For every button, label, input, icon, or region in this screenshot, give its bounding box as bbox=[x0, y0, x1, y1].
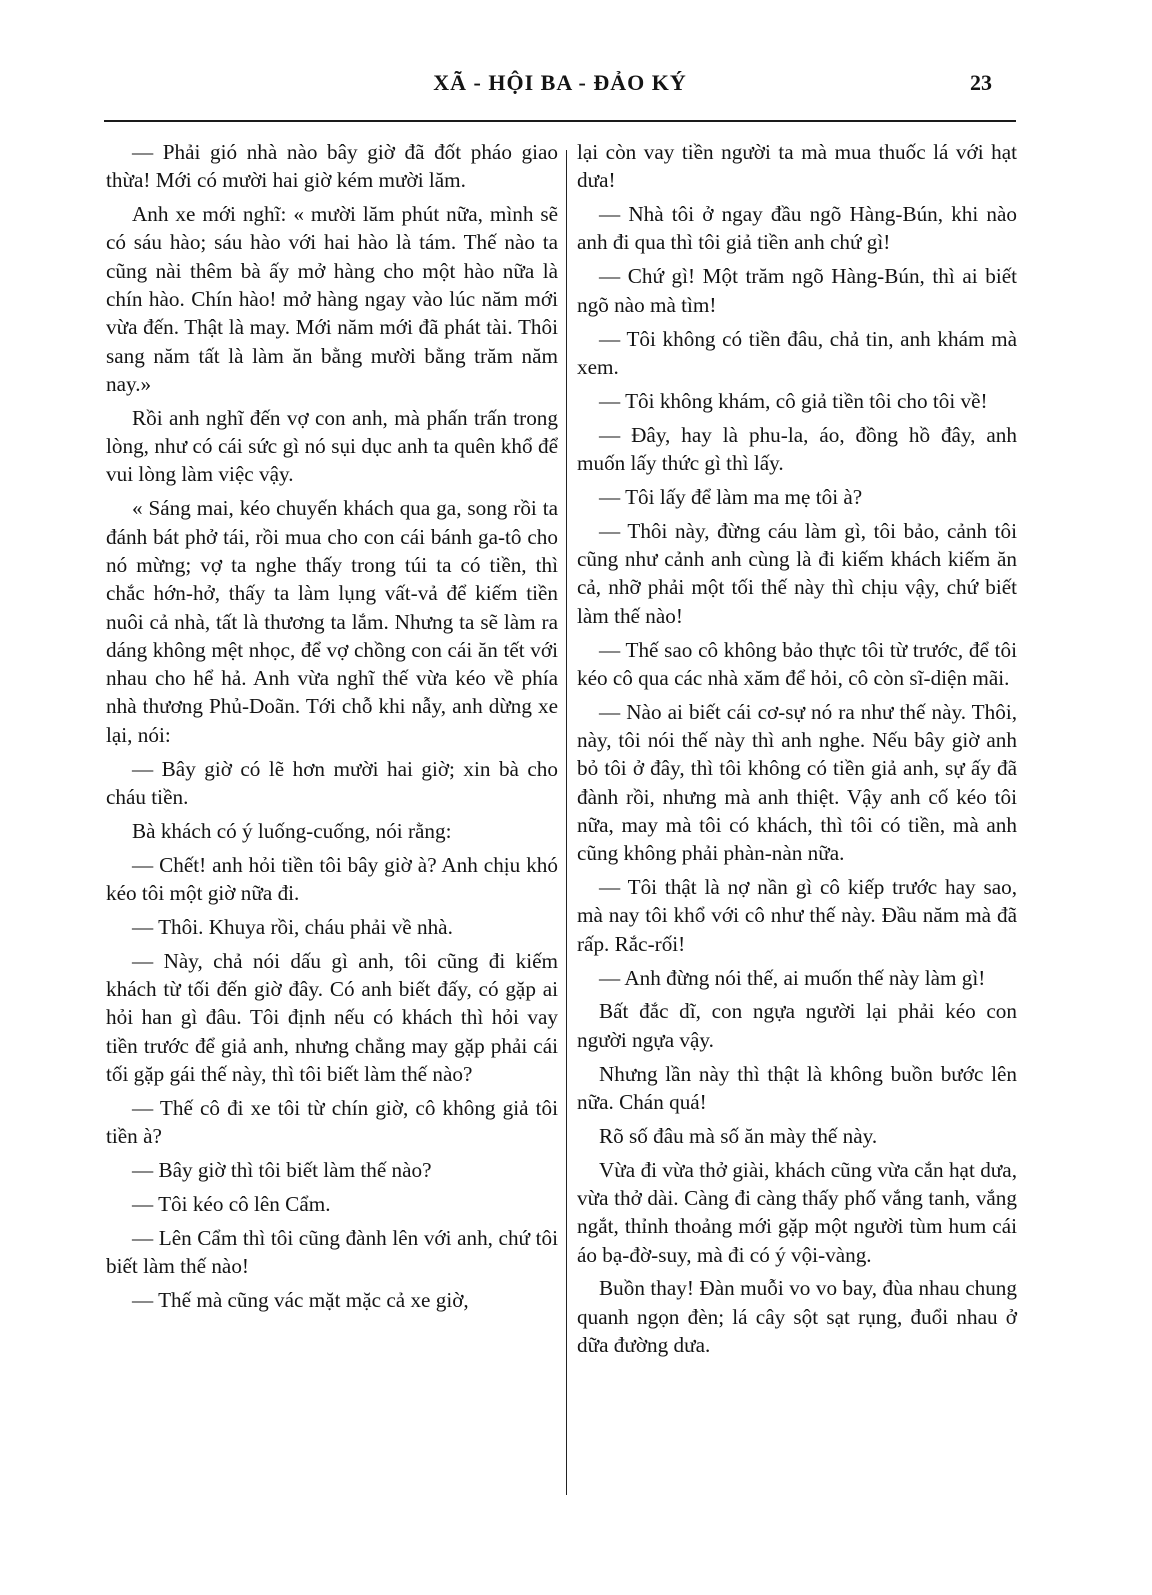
paragraph: lại còn vay tiền người ta mà mua thuốc lá với hạt dưa! bbox=[577, 140, 1017, 193]
right-column bbox=[577, 138, 1017, 1365]
paragraph: — Tôi thật là nợ nần gì cô kiếp trước hay sao, mà nay tôi khổ với cô như thế này. Đầu năm mà đã rấp. Rắc-rối! bbox=[577, 875, 1017, 956]
paragraph: — Chết! anh hỏi tiền tôi bây giờ à? Anh chịu khó kéo tôi một giờ nữa đi. bbox=[106, 852, 558, 905]
paragraph: Rõ số đâu mà số ăn mày thế này. bbox=[599, 1123, 878, 1148]
paragraph: — Lên Cẩm thì tôi cũng đành lên với anh, chứ tôi biết làm thế nào! bbox=[106, 1225, 558, 1279]
paragraph: Buồn thay! Đàn muỗi vo vo bay, đùa nhau chung quanh ngọn đèn; lá cây sột sạt rụng, đuổi nhau ở dữa đường dưa. bbox=[577, 1276, 1017, 1358]
paragraph: — Tôi kéo cô lên Cẩm. bbox=[132, 1191, 331, 1216]
paragraph: — Thế mà cũng vác mặt mặc cả xe giờ, bbox=[132, 1288, 469, 1312]
paragraph: Bất đắc dĩ, con ngựa người lại phải kéo con người ngựa vậy. bbox=[577, 999, 1017, 1052]
running-title: XÃ - HỘI BA - ĐẢO KÝ bbox=[433, 70, 687, 95]
paragraph: « Sáng mai, kéo chuyến khách qua ga, song rồi ta đánh bát phở tái, rồi mua cho con cái bánh ga-tô cho nó mừng; vợ ta nghe thấy trong túi ta có tiền, thì chắc hớn-hở, thấy ta làm lụng vất-vả để kiếm tiền nuôi cả nhà, tất là thương ta lắm. Nhưng ta sẽ làm ra dáng không mệt nhọc, để vợ chồng con cái ăn tết với nhau cho hể hả. Anh vừa nghĩ thế vừa kéo về phía nhà thương Phủ-Doãn. Tới chỗ khi nẫy, anh dừng xe lại, nói: bbox=[106, 496, 558, 747]
paragraph: — Này, chả nói dấu gì anh, tôi cũng đi kiếm khách từ tối đến giờ đây. Có anh biết đấy, có gặp ai hỏi han gì đâu. Tôi định nếu có khách thì hỏi vay tiền trước để giả anh, nhưng chẳng may gặp phải cái tối gặp gái thế này, thì tôi biết làm thế nào? bbox=[106, 948, 558, 1086]
column-divider bbox=[566, 150, 567, 1495]
paragraph: — Đây, hay là phu-la, áo, đồng hồ đây, anh muốn lấy thức gì thì lấy. bbox=[577, 422, 1017, 475]
paragraph: — Nhà tôi ở ngay đầu ngõ Hàng-Bún, khi nào anh đi qua thì tôi giả tiền anh chứ gì! bbox=[577, 202, 1017, 255]
paragraph: — Tôi không khám, cô giả tiền tôi cho tôi về! bbox=[599, 388, 988, 413]
left-column bbox=[106, 138, 558, 1320]
running-header bbox=[104, 62, 1016, 102]
paragraph: — Bây giờ có lẽ hơn mười hai giờ; xin bà cho cháu tiền. bbox=[106, 756, 558, 809]
paragraph: — Bây giờ thì tôi biết làm thế nào? bbox=[132, 1158, 432, 1183]
header-rule bbox=[104, 120, 1016, 122]
paragraph: — Tôi không có tiền đâu, chả tin, anh khám mà xem. bbox=[577, 326, 1017, 379]
paragraph: — Thế sao cô không bảo thực tôi từ trước, để tôi kéo cô qua các nhà xăm để hỏi, cô còn sĩ-diện mãi. bbox=[577, 637, 1017, 690]
paragraph: — Phải gió nhà nào bây giờ đã đốt pháo giao thừa! Mới có mười hai giờ kém mười lăm. bbox=[106, 140, 558, 193]
paragraph: — Tôi lấy để làm ma mẹ tôi à? bbox=[599, 484, 863, 509]
paragraph: Nhưng lần này thì thật là không buồn bước lên nữa. Chán quá! bbox=[577, 1061, 1017, 1114]
paragraph: — Chứ gì! Một trăm ngõ Hàng-Bún, thì ai biết ngõ nào mà tìm! bbox=[577, 264, 1017, 317]
paragraph: Vừa đi vừa thở giài, khách cũng vừa cắn hạt dưa, vừa thở dài. Càng đi càng thấy phố vắng tanh, vắng ngắt, thỉnh thoảng mới gặp một người tùm hum cái áo bạ-đờ-suy, mà đi có ý vội-vàng. bbox=[577, 1157, 1017, 1267]
paragraph: Anh xe mới nghĩ: « mười lăm phút nữa, mình sẽ có sáu hào; sáu hào với hai hào là tám. Thế nào ta cũng nài thêm bà ấy mở hàng cho một hào nữa là chín hào. Chín hào! mở hàng ngay vào lúc năm mới vừa đến. Thật là may. Mới năm mới đã phát tài. Thôi sang năm tất là làm ăn bằng mười bằng trăm năm nay.» bbox=[106, 202, 558, 396]
paragraph: — Thôi này, đừng cáu làm gì, tôi bảo, cảnh tôi cũng như cảnh anh cùng là đi kiếm khách kiếm ăn cả, nhỡ phải một tối thế này thì chịu vậy, chứ biết làm thế nào! bbox=[577, 518, 1017, 628]
paragraph: Bà khách có ý luống-cuống, nói rằng: bbox=[132, 818, 452, 843]
paragraph: — Thôi. Khuya rồi, cháu phải về nhà. bbox=[132, 914, 453, 939]
paragraph: Rồi anh nghĩ đến vợ con anh, mà phấn trấn trong lòng, như có cái sức gì nó sụi dục anh ta quên khổ để vui lòng làm việc vậy. bbox=[106, 405, 558, 487]
paragraph: — Anh đừng nói thế, ai muốn thế này làm gì! bbox=[599, 965, 986, 990]
page-number: 23 bbox=[970, 70, 992, 95]
paragraph: — Nào ai biết cái cơ-sự nó ra như thế này. Thôi, này, tôi nói thế này thì anh nghe. Nếu bây giờ anh bỏ tôi ở đây, thì tôi không có tiền giả anh, sự ấy đã đành rồi, nhưng mà anh thiệt. Vậy anh cố kéo tôi nữa, may mà tôi có khách, thì tôi có tiền, mà anh cũng không phải phàn-nàn nữa. bbox=[577, 699, 1017, 866]
paragraph: — Thế cô đi xe tôi từ chín giờ, cô không giả tôi tiền à? bbox=[106, 1095, 558, 1149]
